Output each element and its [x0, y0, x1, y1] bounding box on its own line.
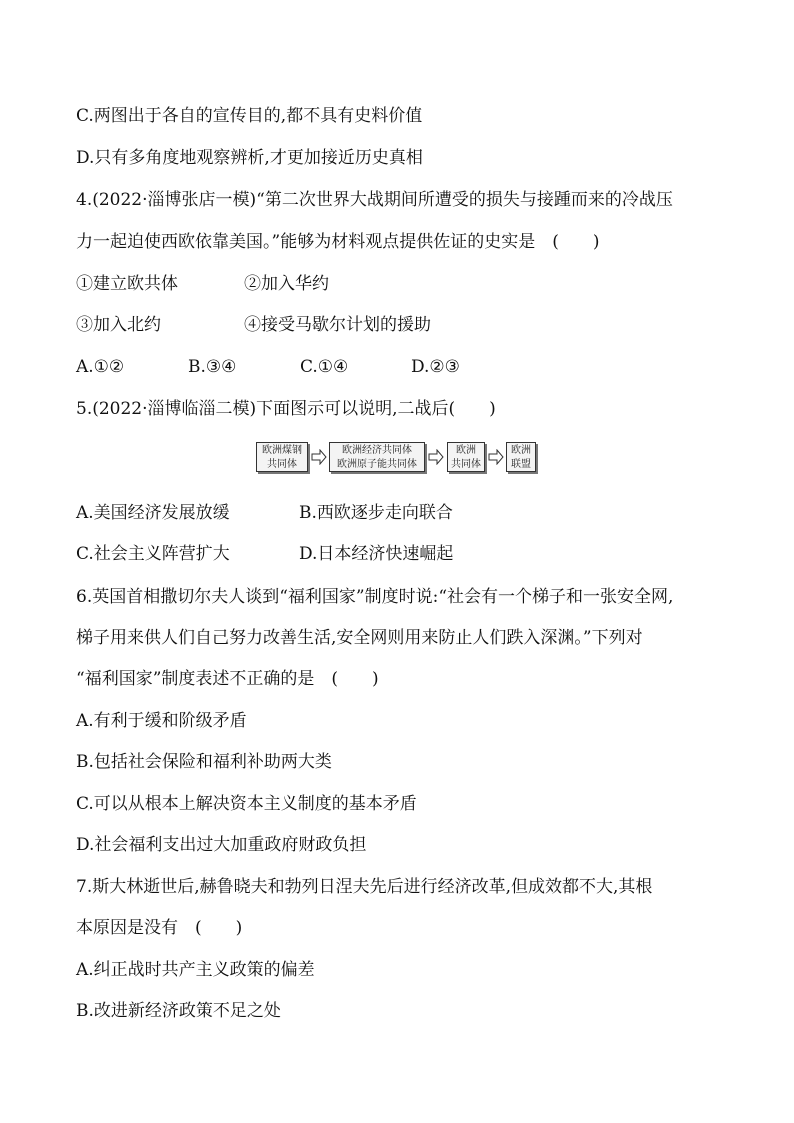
- flow-box-eu-line1: 欧洲: [511, 445, 531, 456]
- flow-box-ec-line1: 欧洲: [456, 445, 476, 456]
- q4-item-1: ①建立欧共体: [76, 274, 178, 294]
- flow-box-eu: [506, 442, 536, 472]
- flow-box-ec: [447, 442, 485, 472]
- q5-option-a: A.美国经济发展放缓: [76, 503, 230, 523]
- q6-stem-line2: 梯子用来供人们自己努力改善生活,安全网则用来防止人们跌入深渊。”下列对: [76, 628, 643, 648]
- q6-stem-line3: “福利国家”制度表述不正确的是 ( ): [76, 669, 379, 689]
- q7-option-a: A.纠正战时共产主义政策的偏差: [76, 960, 315, 980]
- arrow-right-icon: [428, 449, 444, 465]
- q3-option-d: D.只有多角度地观察辨析,才更加接近历史真相: [76, 148, 423, 168]
- q4-item-4: ④接受马歇尔计划的援助: [244, 315, 431, 335]
- flow-box-eec-euratom: [329, 442, 425, 472]
- q4-option-b: B.③④: [188, 357, 237, 377]
- flow-box-ecsc: [256, 442, 308, 472]
- q6-stem-line1: 6.英国首相撒切尔夫人谈到“福利国家”制度时说:“社会有一个梯子和一张安全网,: [76, 587, 674, 607]
- q7-stem-line2: 本原因是没有 ( ): [76, 918, 243, 938]
- q6-option-a: A.有利于缓和阶级矛盾: [76, 711, 247, 731]
- arrow-right-icon: [488, 449, 504, 465]
- q5-stem: 5.(2022·淄博临淄二模)下面图示可以说明,二战后( ): [76, 399, 496, 419]
- q4-item-3: ③加入北约: [76, 315, 161, 335]
- q4-option-c: C.①④: [300, 357, 349, 377]
- q6-option-d: D.社会福利支出过大加重政府财政负担: [76, 835, 367, 855]
- q4-stem-line2: 力一起迫使西欧依靠美国。”能够为材料观点提供佐证的史实是 ( ): [76, 232, 600, 252]
- flow-box-eec-line2: 欧洲原子能共同体: [337, 459, 417, 470]
- q4-option-d: D.②③: [411, 357, 460, 377]
- flow-box-ecsc-line2: 共同体: [267, 459, 297, 470]
- q7-option-b: B.改进新经济政策不足之处: [76, 1001, 281, 1021]
- arrow-right-icon: [311, 449, 327, 465]
- q3-option-c: C.两图出于各自的宣传目的,都不具有史料价值: [76, 106, 423, 126]
- q5-option-d: D.日本经济快速崛起: [299, 544, 454, 564]
- q4-item-2: ②加入华约: [244, 274, 329, 294]
- flow-box-ecsc-line1: 欧洲煤钢: [262, 445, 302, 456]
- flow-box-eec-line1: 欧洲经济共同体: [342, 445, 412, 456]
- q5-option-b: B.西欧逐步走向联合: [299, 503, 453, 523]
- q4-stem-line1: 4.(2022·淄博张店一模)“第二次世界大战期间所遭受的损失与接踵而来的冷战压: [76, 190, 673, 210]
- q4-option-a: A.①②: [76, 357, 125, 377]
- flow-box-ec-line2: 共同体: [451, 459, 481, 470]
- q6-option-b: B.包括社会保险和福利补助两大类: [76, 752, 332, 772]
- q7-stem-line1: 7.斯大林逝世后,赫鲁晓夫和勃列日涅夫先后进行经济改革,但成效都不大,其根: [76, 877, 653, 897]
- eu-integration-flowchart: [256, 442, 546, 474]
- flow-box-eu-line2: 联盟: [511, 459, 531, 470]
- q6-option-c: C.可以从根本上解决资本主义制度的基本矛盾: [76, 794, 417, 814]
- q5-option-c: C.社会主义阵营扩大: [76, 544, 230, 564]
